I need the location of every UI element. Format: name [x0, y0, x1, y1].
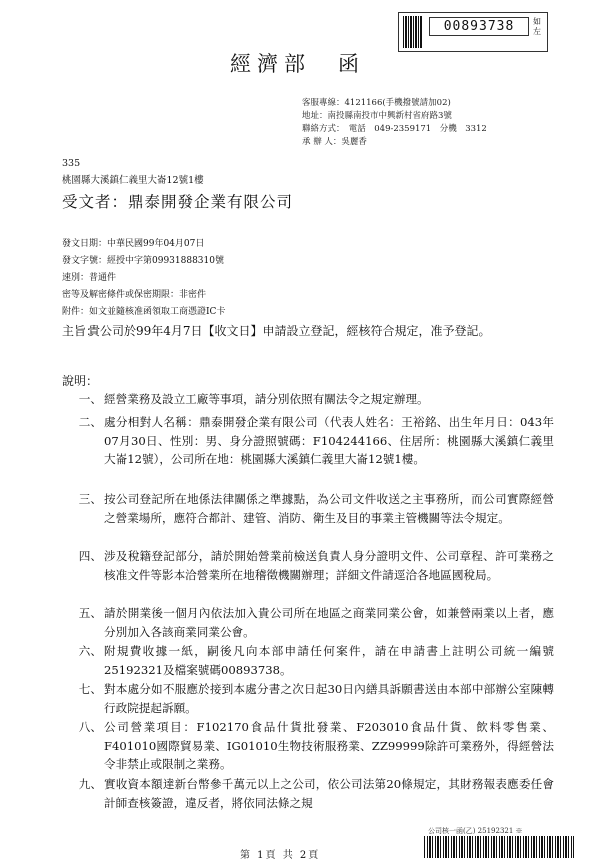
recipient: 受文者：鼎泰開發企業有限公司 [62, 193, 294, 211]
item-number: 一、 [78, 392, 102, 406]
footer-code: 公司核一函(乙) 25192321 ※ [428, 827, 523, 835]
agency-address: 地址：南投縣南投市中興新村省府路3號 [302, 111, 452, 121]
item-text: 公司營業項目：F102170食品什貨批發業、F203010食品什貨、飲料零售業、F401010國際貿易業、IG01010生物技術服務業、ZZ99999除許可業務外，得經營法令非禁止或限制之業務。 [104, 720, 554, 771]
item-number: 五、 [78, 606, 102, 620]
item-number: 六、 [78, 644, 102, 658]
item-number: 四、 [78, 549, 102, 563]
item-text: 對本處分如不服應於接到本處分書之次日起30日內繕具訴願書送由本部中部辦公室陳轉行政院提起訴願。 [104, 682, 554, 715]
customer-service-line: 客服專線：4121166(手機撥號請加02) [302, 98, 451, 108]
stamp-barcode [403, 16, 423, 48]
issue-date: 發文日期：中華民國99年04月07日 [62, 239, 205, 249]
subject-text: 貴公司於99年4月7日【收文日】申請設立登記，經核符合規定，准予登記。 [88, 324, 491, 338]
page-number: 第 1頁 共 2頁 [240, 850, 321, 861]
stamp-side-label: 如 左 [533, 17, 541, 36]
attachment: 附件：如文並隨核准函領取工商憑證IC卡 [62, 307, 226, 317]
item-number: 八、 [78, 720, 102, 734]
case-officer: 承 辦 人：吳麗香 [302, 137, 367, 147]
item-text: 涉及稅籍登記部分，請於開始營業前檢送負責人身分證明文件、公司章程、許可業務之核准文件等影本洽營業所在地稽徵機關辦理；詳細文件請逕洽各地區國稅局。 [104, 549, 554, 582]
file-number-stamp [398, 12, 548, 52]
confidentiality: 密等及解密條件或保密期限：非密件 [62, 290, 207, 300]
item-number: 九、 [78, 777, 102, 791]
document-number: 發文字號：經授中字第09931888310號 [62, 256, 224, 266]
subject-label: 主旨： [62, 324, 99, 338]
item-text: 經營業務及設立工廠等事項，請分別依照有關法令之規定辦理。 [104, 392, 429, 406]
file-number: 00893738 [429, 17, 529, 36]
contact-info: 聯絡方式： 電話 049-2359171 分機 3312 [302, 124, 487, 134]
footer-barcode [424, 836, 574, 858]
item-number: 三、 [78, 492, 102, 506]
item-text: 附規費收據一紙，嗣後凡向本部申請任何案件，請在申請書上註明公司統一編號25192321及檔案號碼00893738。 [104, 644, 554, 677]
item-text: 請於開業後一個月內依法加入貴公司所在地區之商業同業公會，如兼營兩業以上者，應分別加入各該商業同業公會。 [104, 606, 554, 639]
recipient-address: 桃園縣大溪鎮仁義里大崙12號1樓 [62, 175, 204, 186]
item-text: 按公司登記所在地係法律關係之準據點，為公司文件收送之主事務所，而公司實際經營之營業場所，應符合都計、建管、消防、衛生及目的事業主管機關等法令規定。 [104, 492, 554, 525]
item-text: 處分相對人名稱：鼎泰開發企業有限公司（代表人姓名：王裕銘、出生年月日：043年07月30日、性別：男、身分證照號碼：F104244166、住居所：桃園縣大溪鎮仁義里大崙12號），公司所在地：桃園縣大溪鎮仁義里大崙12號1樓。 [104, 415, 554, 466]
description-label: 說明： [62, 374, 99, 388]
postal-code: 335 [62, 158, 81, 169]
item-number: 二、 [78, 415, 102, 429]
item-number: 七、 [78, 682, 102, 696]
document-title: 經濟部 函 [230, 52, 365, 76]
urgency: 速別：普通件 [62, 273, 117, 283]
item-text: 實收資本額達新台幣參千萬元以上之公司，依公司法第20條規定，其財務報表應委任會計師查核簽證，違反者，將依同法條之規 [104, 777, 554, 810]
